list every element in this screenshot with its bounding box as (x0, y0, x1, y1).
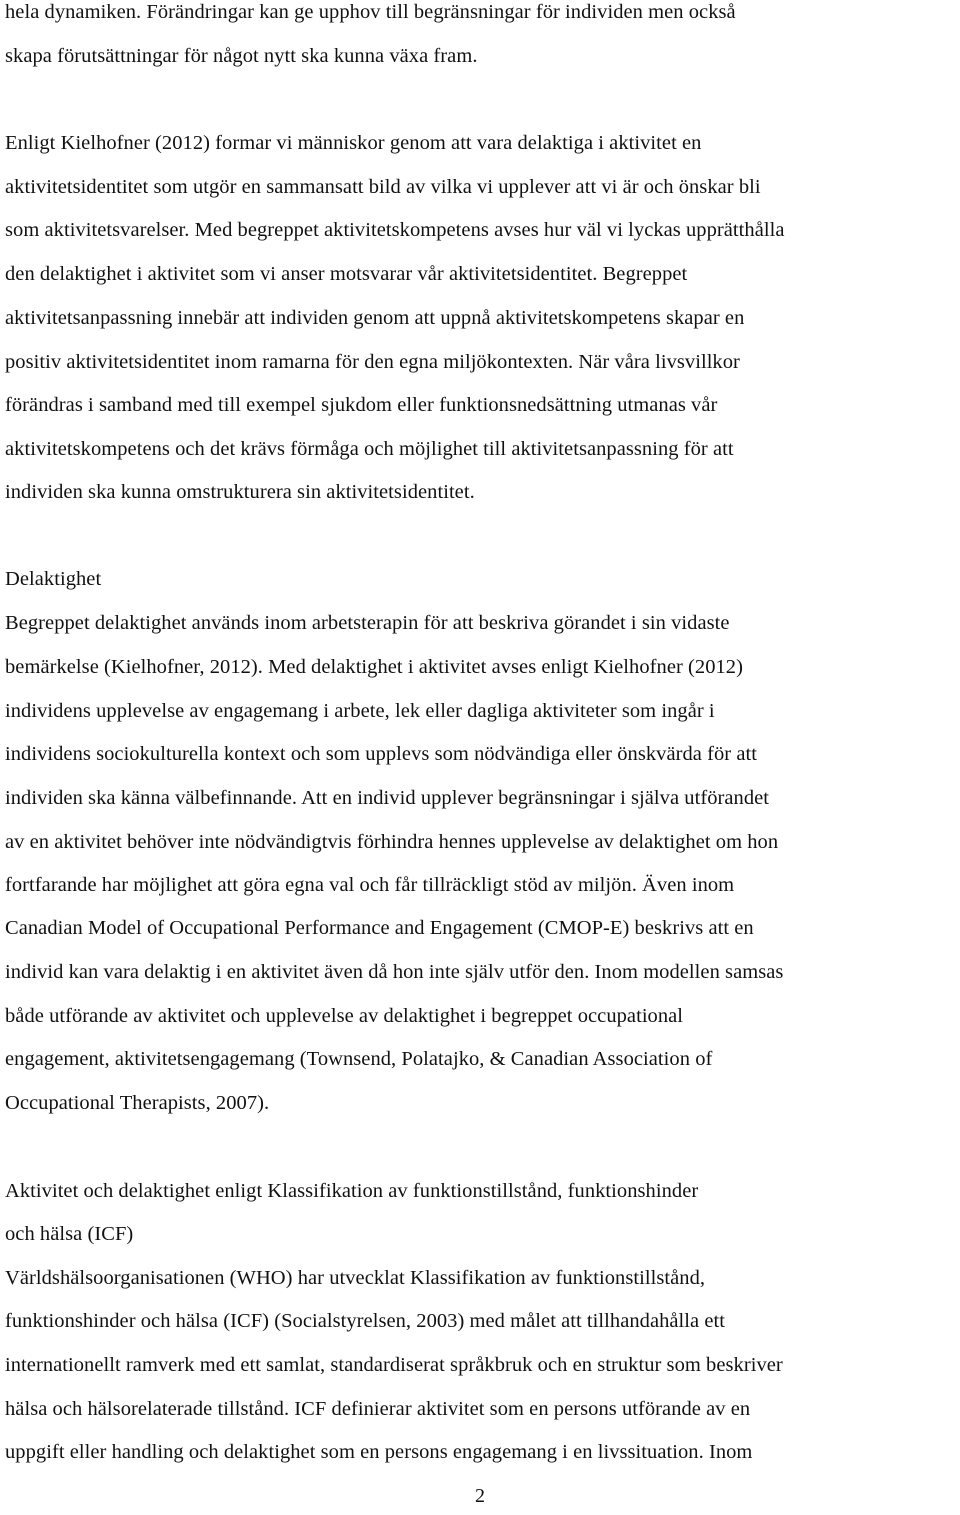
text-line: individen ska kunna omstrukturera sin aktivitetsidentitet. (5, 481, 475, 503)
section-heading-delaktighet: Delaktighet (5, 568, 102, 590)
text-line: individ kan vara delaktig i en aktivitet även då hon inte själv utför den. Inom modellen samsas (5, 961, 784, 983)
text-line: individens upplevelse av engagemang i arbete, lek eller dagliga aktiviteter som ingår i (5, 700, 715, 722)
text-line: uppgift eller handling och delaktighet som en persons engagemang i en livssituation. Inom (5, 1441, 753, 1463)
text-line: bemärkelse (Kielhofner, 2012). Med delaktighet i aktivitet avses enligt Kielhofner (2012) (5, 656, 743, 678)
text-line: skapa förutsättningar för något nytt ska kunna växa fram. (5, 45, 478, 67)
text-line: av en aktivitet behöver inte nödvändigtvis förhindra hennes upplevelse av delaktighet om hon (5, 831, 779, 853)
text-line: individen ska känna välbefinnande. Att en individ upplever begränsningar i själva utförandet (5, 787, 770, 809)
text-line: positiv aktivitetsidentitet inom ramarna för den egna miljökontexten. När våra livsvillkor (5, 351, 740, 373)
text-line: aktivitetsidentitet som utgör en sammansatt bild av vilka vi upplever att vi är och önskar bli (5, 176, 761, 198)
heading-line: Aktivitet och delaktighet enligt Klassifikation av funktionstillstånd, funktionshinder (5, 1180, 699, 1202)
text-line: hela dynamiken. Förändringar kan ge upphov till begränsningar för individen men också (5, 1, 736, 23)
text-line: Begreppet delaktighet används inom arbetsterapin för att beskriva görandet i sin vidaste (5, 612, 730, 634)
text-line: aktivitetsanpassning innebär att individen genom att uppnå aktivitetskompetens skapar en (5, 307, 745, 329)
text-line: förändras i samband med till exempel sjukdom eller funktionsnedsättning utmanas vår (5, 394, 718, 416)
page-number: 2 (475, 1485, 485, 1507)
text-line: både utförande av aktivitet och upplevelse av delaktighet i begreppet occupational (5, 1005, 684, 1027)
text-line: engagement, aktivitetsengagemang (Townsend, Polatajko, & Canadian Association of (5, 1048, 713, 1070)
text-line: Världshälsoorganisationen (WHO) har utvecklat Klassifikation av funktionstillstånd, (5, 1267, 706, 1289)
text-line: funktionshinder och hälsa (ICF) (Socialstyrelsen, 2003) med målet att tillhandahålla ett (5, 1310, 726, 1332)
text-line: fortfarande har möjlighet att göra egna val och får tillräckligt stöd av miljön. Även inom (5, 874, 735, 896)
text-line: som aktivitetsvarelser. Med begreppet aktivitetskompetens avses hur väl vi lyckas upprätthålla (5, 219, 785, 241)
text-line: aktivitetskompetens och det krävs förmåga och möjlighet till aktivitetsanpassning för att (5, 438, 734, 460)
heading-line: och hälsa (ICF) (5, 1223, 134, 1245)
text-line: internationellt ramverk med ett samlat, standardiserat språkbruk och en struktur som beskriver (5, 1354, 783, 1376)
text-line: Enligt Kielhofner (2012) formar vi människor genom att vara delaktiga i aktivitet en (5, 132, 702, 154)
text-line: hälsa och hälsorelaterade tillstånd. ICF definierar aktivitet som en persons utförande av en (5, 1398, 751, 1420)
text-line: Canadian Model of Occupational Performance and Engagement (CMOP-E) beskrivs att en (5, 917, 754, 939)
text-line: individens sociokulturella kontext och som upplevs som nödvändiga eller önskvärda för att (5, 743, 757, 765)
text-line: den delaktighet i aktivitet som vi anser motsvarar vår aktivitetsidentitet. Begreppet (5, 263, 688, 285)
text-line: Occupational Therapists, 2007). (5, 1092, 270, 1114)
